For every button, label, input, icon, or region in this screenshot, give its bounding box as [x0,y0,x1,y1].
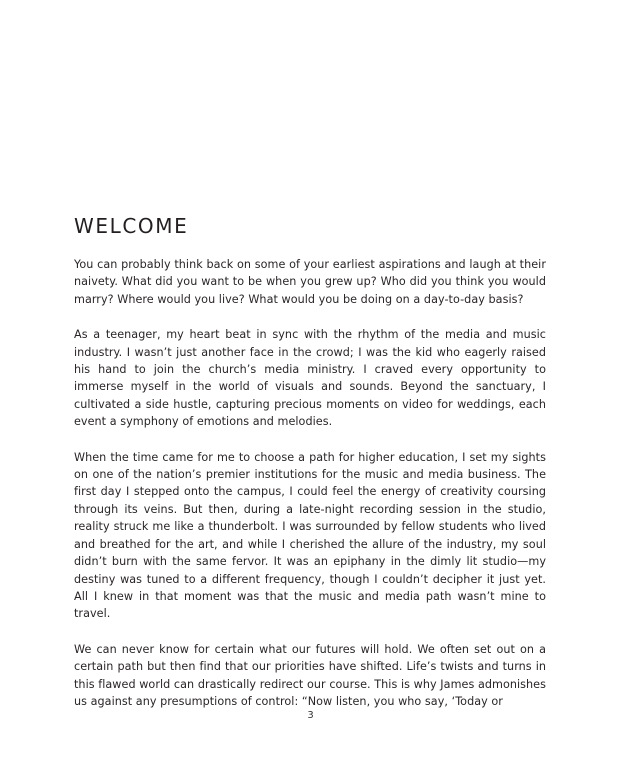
page-number: 3 [307,710,314,721]
paragraph: We can never know for certain what our futures will hold. We often set out on a certain path but then find that our priorities have shifted. Life’s twists and turns in this flawed world can drastically redirect our course. This is why James admonishes us against any presumptions of control: “Now listen, you who say, ‘Today or [74,642,546,708]
paragraph: As a teenager, my heart beat in sync with the rhythm of the media and music industry. I wasn’t just another face in the crowd; I was the kid who eagerly raised his hand to join the church’s media ministry. I craved every opportunity to immerse myself in the world of visuals and sounds. Beyond the sanctuary, I cultivated a side hustle, capturing precious moments on video for weddings, each event a symphony of emotions and melodies. [74,328,546,429]
paragraph: When the time came for me to choose a path for higher education, I set my sights on one of the nation’s premier institutions for the music and media business. The first day I stepped onto the campus, I could feel the energy of creativity coursing through its veins. But then, during a late-night recording session in the studio, reality struck me like a thunderbolt. I was surrounded by fellow students who lived and breathed for the art, and while I cherished the allure of the industry, my soul didn’t burn with the same fervor. It was an epiphany in the dimly lit studio—my destiny was tuned to a different frequency, though I couldn’t decipher it just yet. All I knew in that moment was that the music and media path wasn’t mine to travel. [74,450,546,621]
body-text [74,256,546,728]
chapter-title: WELCOME [74,214,189,238]
paragraph: You can probably think back on some of your earliest aspirations and laugh at their naivety. What did you want to be when you grew up? Who did you think you would marry? Where would you live? What would you be doing on a day-to-day basis? [74,258,546,306]
